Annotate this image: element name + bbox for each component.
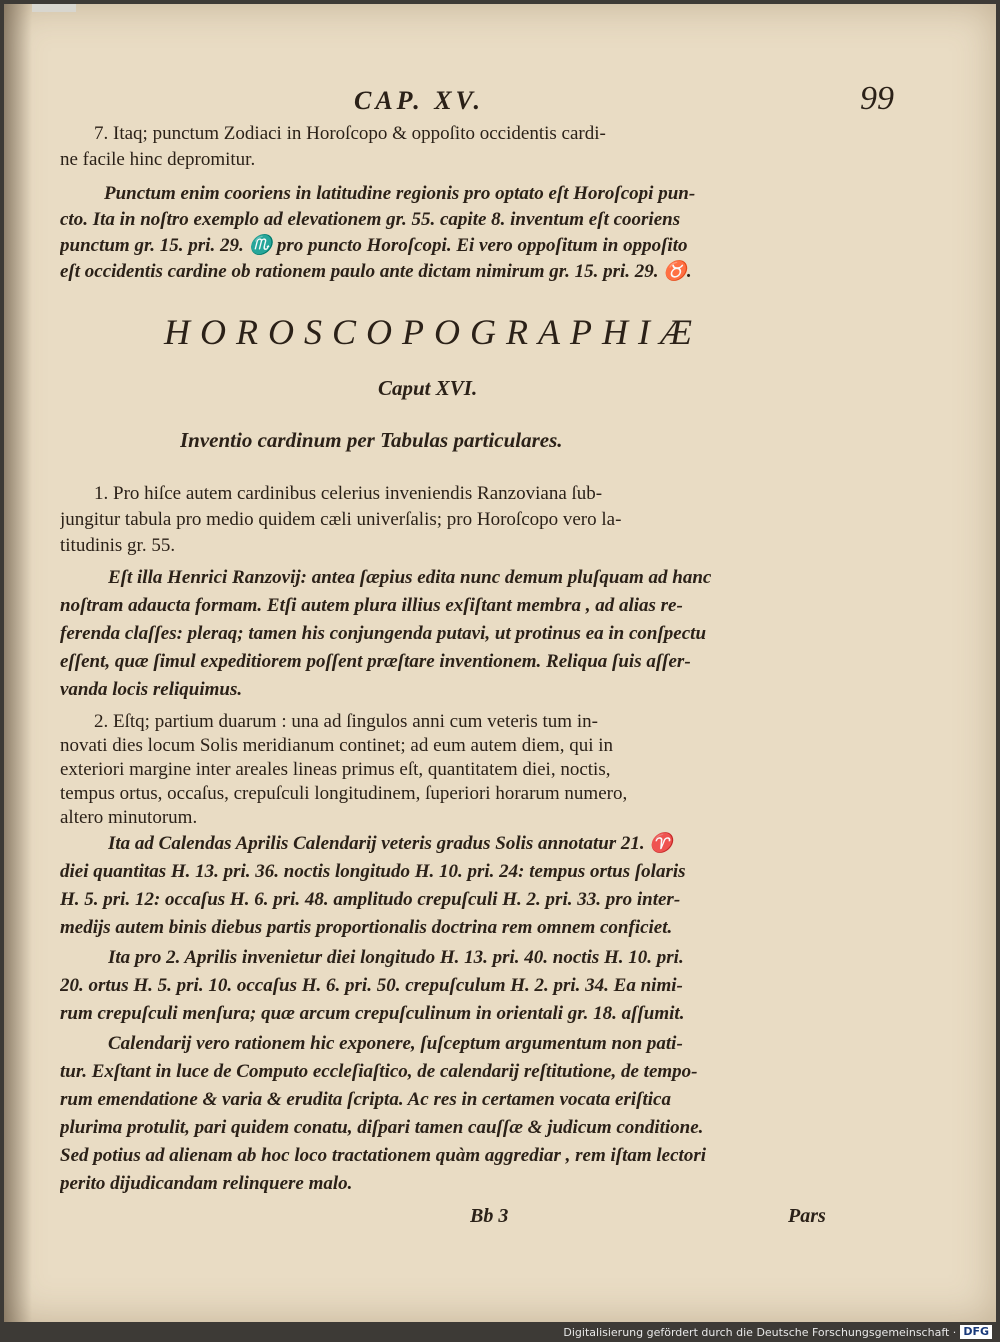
chapter-heading: Caput XVI.	[378, 376, 478, 400]
text-line: plurima protulit, pari quidem conatu, diſpari tamen cauſſæ & judicum conditione.	[60, 1117, 704, 1138]
text-line: Ita ad Calendas Aprilis Calendarij veteris gradus Solis annotatur 21. ♈	[108, 833, 674, 854]
text-line: 2. Eſtq; partium duarum : una ad ſingulos anni cum veteris tum in-	[94, 711, 598, 732]
text-line: diei quantitas H. 13. pri. 36. noctis longitudo H. 10. pri. 24: tempus ortus ſolaris	[60, 861, 686, 882]
text-line: 7. Itaq; punctum Zodiaci in Horoſcopo & oppoſito occidentis cardi-	[94, 123, 606, 144]
text-line: tempus ortus, occaſus, crepuſculi longitudinem, ſuperiori horarum numero,	[60, 783, 628, 804]
spine-shadow	[4, 4, 32, 1322]
text-line: 20. ortus H. 5. pri. 10. occaſus H. 6. pri. 50. crepuſculum H. 2. pri. 34. Ea nimi-	[60, 975, 683, 996]
text-line: vanda locis reliquimus.	[60, 679, 243, 700]
page-tab-marker	[32, 4, 76, 12]
text-line: noſtram adaucta formam. Etſi autem plura illius exſiſtant membra , ad alias re-	[60, 595, 683, 616]
chapter-subtitle: Inventio cardinum per Tabulas particulares.	[180, 428, 563, 452]
text-line: Eſt illa Henrici Ranzovij: antea ſæpius edita nunc demum pluſquam ad hanc	[108, 567, 712, 588]
text-line: ne facile hinc depromitur.	[60, 149, 256, 170]
text-line: jungitur tabula pro medio quidem cæli univerſalis; pro Horoſcopo vero la-	[60, 509, 622, 530]
text-line: novati dies locum Solis meridianum continet; ad eum autem diem, qui in	[60, 735, 614, 756]
text-line: Calendarij vero rationem hic exponere, ſuſceptum argumentum non pati-	[108, 1033, 683, 1054]
signature-mark: Bb 3	[470, 1205, 509, 1227]
dfg-logo: DFG	[960, 1325, 992, 1339]
footer-credit: Digitalisierung gefördert durch die Deutsche Forschungsgemeinschaft ·	[563, 1325, 957, 1339]
text-line: tur. Exſtant in luce de Computo eccleſiaſtico, de calendarij reſtitutione, de tempo-	[60, 1061, 698, 1082]
text-line: medijs autem binis diebus partis proportionalis doctrina rem omnem conficiet.	[60, 917, 673, 938]
text-line: ferenda claſſes: pleraq; tamen his conjungenda putavi, ut protinus ea in conſpectu	[60, 623, 707, 644]
text-line: eſt occidentis cardine ob rationem paulo ante dictam nimirum gr. 15. pri. 29. ♉.	[60, 261, 692, 282]
text-line: exteriori margine inter areales lineas primus eſt, quantitatem diei, noctis,	[60, 759, 611, 780]
catchword: Pars	[788, 1205, 826, 1227]
text-line: rum crepuſculi menſura; quæ arcum crepuſculinum in orientali gr. 18. aſſumit.	[60, 1003, 685, 1024]
text-line: H. 5. pri. 12: occaſus H. 6. pri. 48. amplitudo crepuſculi H. 2. pri. 33. pro inter-	[60, 889, 681, 910]
page-number: 99	[860, 80, 894, 117]
digitization-footer	[563, 1322, 992, 1342]
section-title: HOROSCOPOGRAPHIÆ	[164, 312, 702, 352]
text-line: Punctum enim cooriens in latitudine regionis pro optato eſt Horoſcopi pun-	[104, 183, 696, 204]
text-line: cto. Ita in noſtro exemplo ad elevationem gr. 55. capite 8. inventum eſt cooriens	[60, 209, 681, 230]
book-page	[4, 4, 996, 1322]
text-line: titudinis gr. 55.	[60, 535, 176, 556]
text-line: perito dijudicandam relinquere malo.	[60, 1173, 353, 1194]
text-line: Ita pro 2. Aprilis invenietur diei longitudo H. 13. pri. 40. noctis H. 10. pri.	[108, 947, 684, 968]
text-line: punctum gr. 15. pri. 29. ♏ pro puncto Horoſcopi. Ei vero oppoſitum in oppoſito	[60, 235, 688, 256]
text-line: Sed potius ad alienam ab hoc loco tractationem quàm aggrediar , rem iſtam lectori	[60, 1145, 706, 1166]
text-line: 1. Pro hiſce autem cardinibus celerius inveniendis Ranzoviana ſub-	[94, 483, 603, 504]
text-line: rum emendatione & varia & erudita ſcripta. Ac res in certamen vocata eriſtica	[60, 1089, 671, 1110]
text-line: eſſent, quæ ſimul expeditiorem poſſent præſtare inventionem. Reliqua ſuis aſſer-	[60, 651, 691, 672]
chapter-running-head: CAP. XV.	[354, 86, 485, 115]
text-line: altero minutorum.	[60, 807, 198, 828]
